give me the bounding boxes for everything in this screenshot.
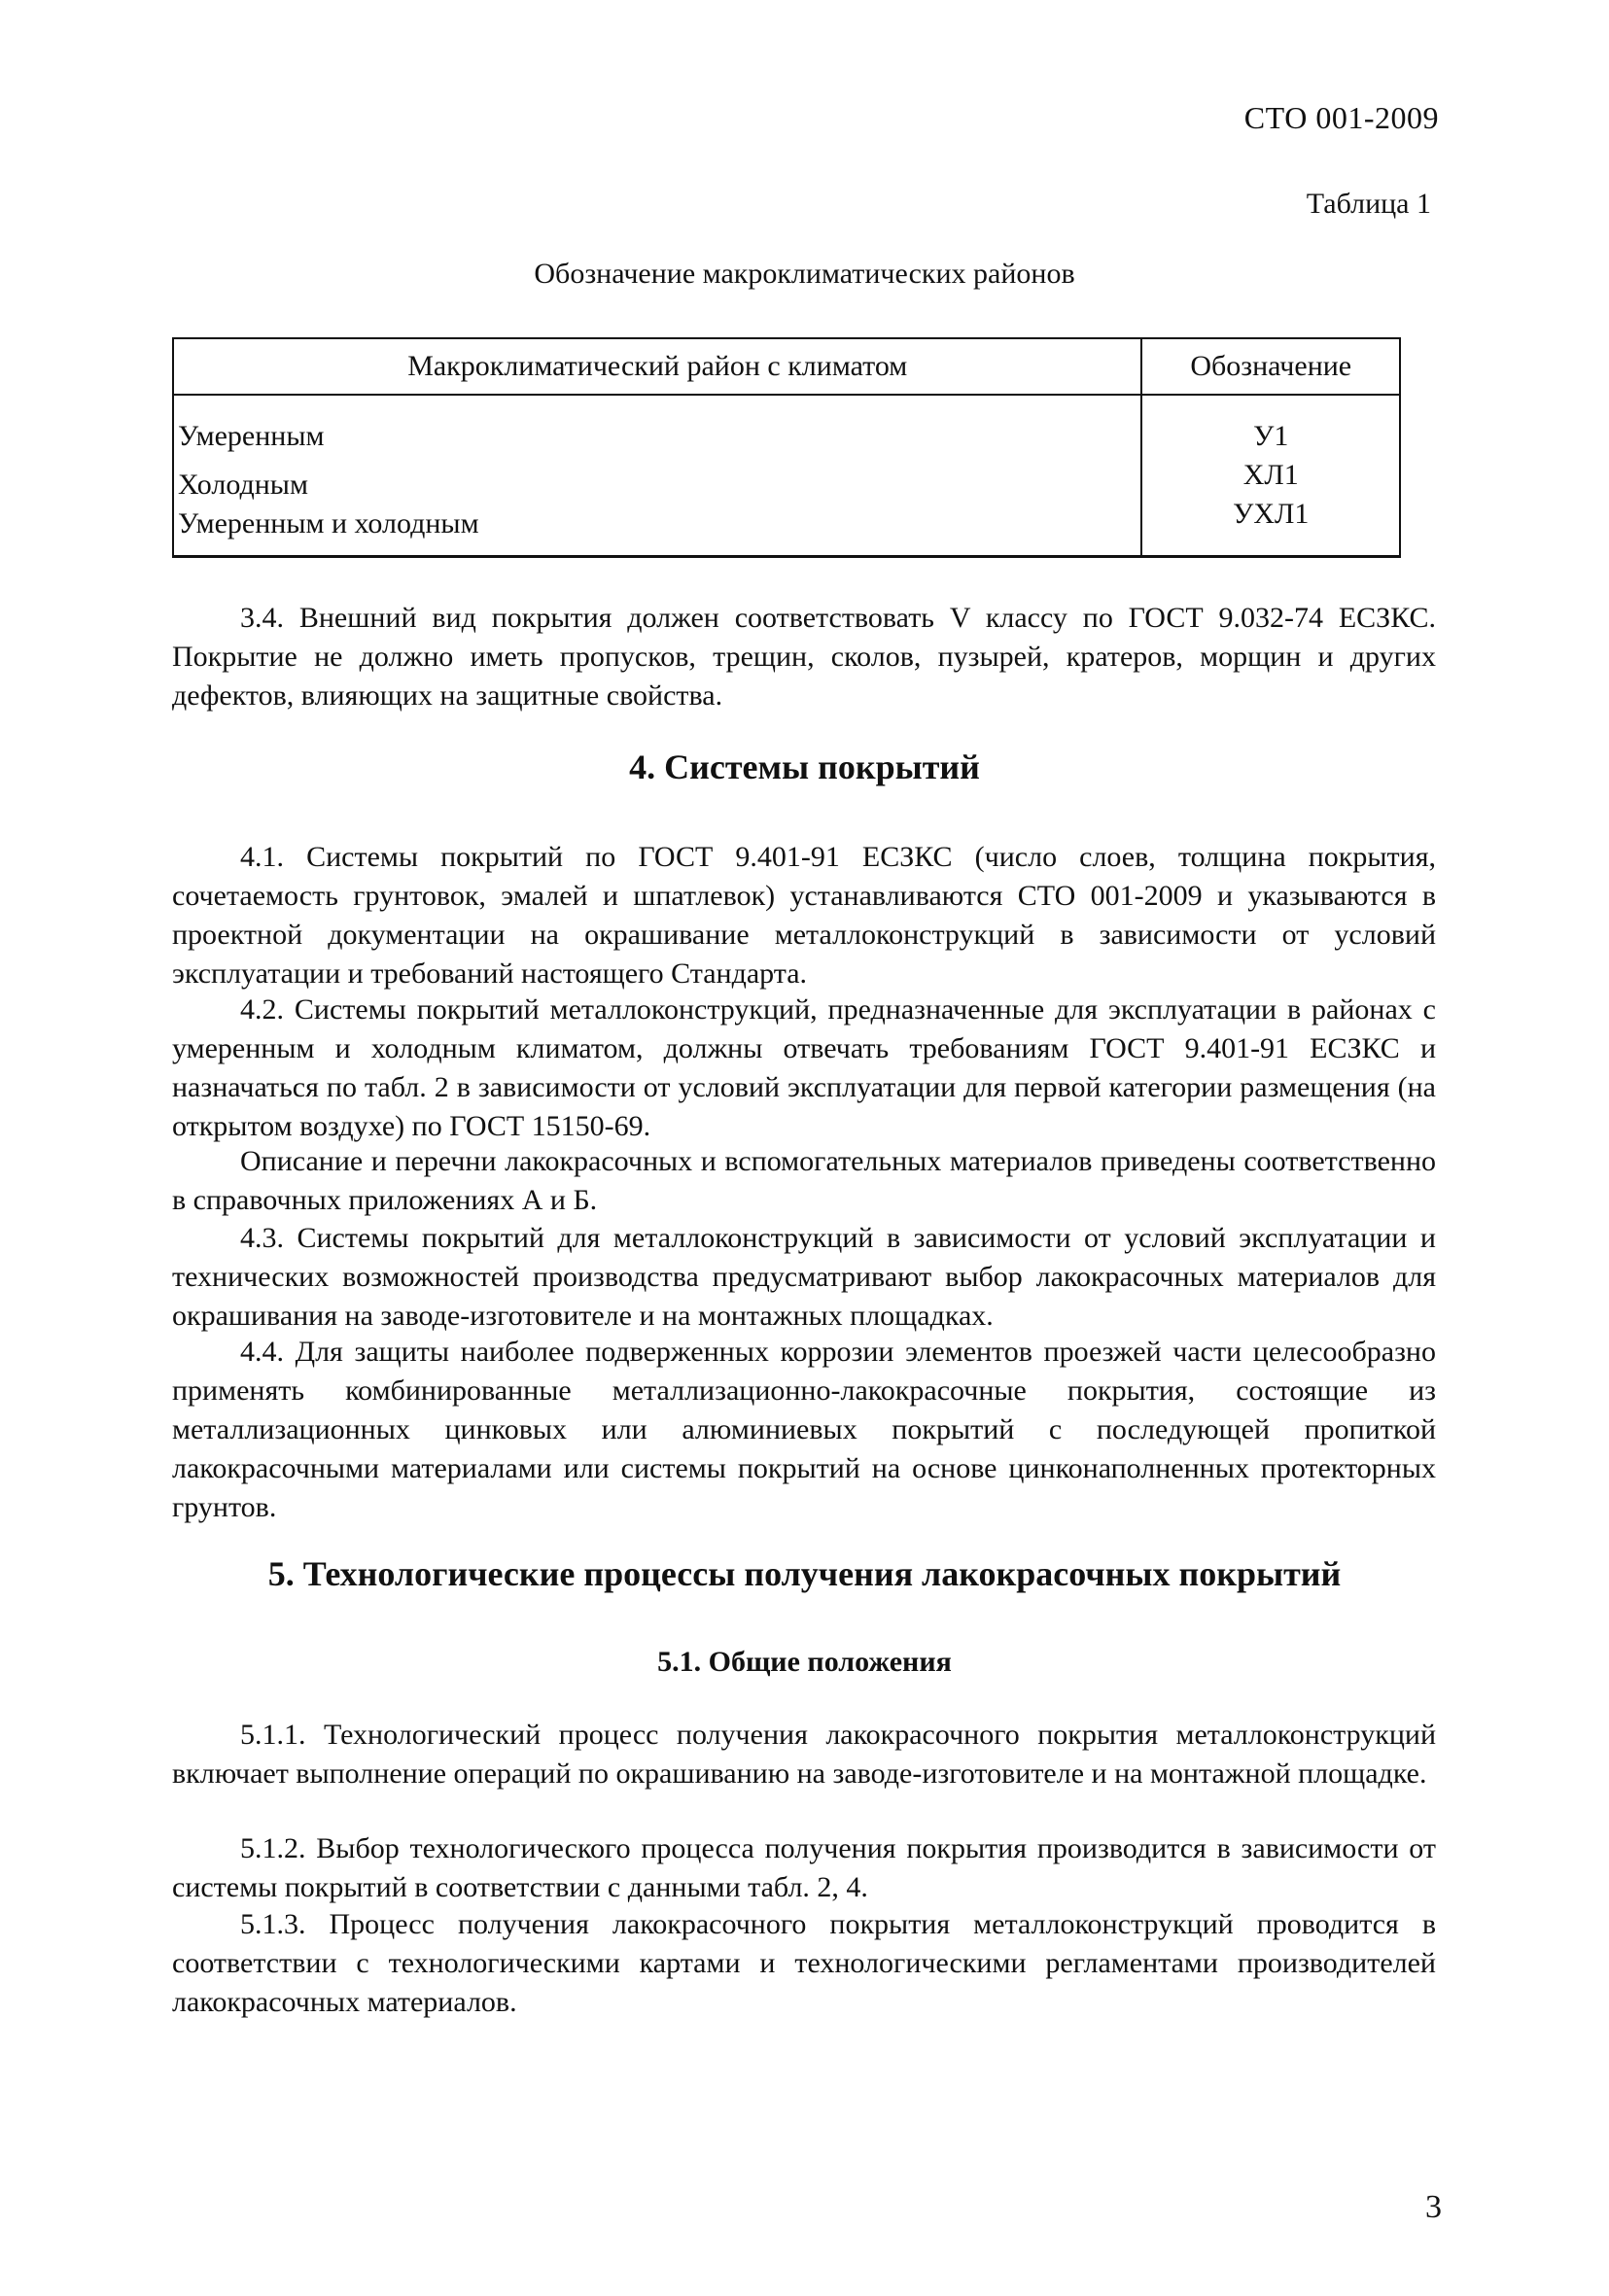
paragraph-4-2-description: Описание и перечни лакокрасочных и вспомогательных материалов приведены соответственно в справочных приложениях А и Б.: [172, 1145, 1436, 1216]
section-5-heading: 5. Технологические процессы получения лакокрасочных покрытий: [267, 1554, 1342, 1593]
paragraph-4-3: 4.3. Системы покрытий для металлоконструкций в зависимости от условий эксплуатации и технических возможностей производства предусматривают выбор лакокрасочных материалов для окрашивания на заводе-изготовителе и на монтажных площадках.: [172, 1222, 1436, 1332]
paragraph-5-1-1: 5.1.1. Технологический процесс получения лакокрасочного покрытия металлоконструкций включает выполнение операций по окрашиванию на заводе-изготовителе и на монтажной площадке.: [172, 1719, 1436, 1790]
paragraph-4-1: 4.1. Системы покрытий по ГОСТ 9.401-91 ЕСЗКС (число слоев, толщина покрытия, сочетаемость грунтовок, эмалей и шпатлевок) устанавливаются СТО 001-2009 и указываются в проектной документации на окрашивание металлоконструкций в зависимости от условий эксплуатации и требований настоящего Стандарта.: [172, 841, 1436, 990]
table-row: [173, 395, 1400, 557]
table-title: Обозначение макроклиматических районов: [534, 258, 1075, 290]
paragraph-5-1-2: 5.1.2. Выбор технологического процесса получения покрытия производится в зависимости от системы покрытий в соответствии с данными табл. 2, 4.: [172, 1832, 1436, 1903]
code-cell: [1141, 395, 1400, 557]
region-cell: [173, 395, 1141, 557]
table-label: Таблица 1: [1306, 188, 1431, 220]
region-code: ХЛ1: [1242, 459, 1299, 491]
region-name: Умеренным: [178, 420, 325, 452]
macroclimate-table: [172, 337, 1401, 558]
paragraph-4-2: 4.2. Системы покрытий металлоконструкций, предназначенные для эксплуатации в районах с умеренным и холодным климатом, должны отвечать требованиям ГОСТ 9.401-91 ЕСЗКС и назначаться по табл. 2 в зависимости от условий эксплуатации для первой категории размещения (на открытом воздухе) по ГОСТ 15150-69.: [172, 993, 1436, 1142]
page-number: 3: [1425, 2189, 1442, 2225]
document-code: СТО 001-2009: [1243, 100, 1439, 135]
paragraph-5-1-3: 5.1.3. Процесс получения лакокрасочного покрытия металлоконструкций проводится в соответствии с технологическими картами и технологическими регламентами производителей лакокрасочных материалов.: [172, 1908, 1436, 2018]
region-name: Умеренным и холодным: [178, 507, 479, 539]
section-5-1-heading: 5.1. Общие положения: [657, 1646, 952, 1678]
paragraph-3-4: 3.4. Внешний вид покрытия должен соответствовать V классу по ГОСТ 9.032-74 ЕСЗКС. Покрытие не должно иметь пропусков, трещин, сколов, пузырей, кратеров, морщин и других дефектов, влияющих на защитные свойства.: [172, 602, 1436, 712]
table-header-row: [173, 338, 1400, 395]
section-4-heading: 4. Системы покрытий: [629, 748, 980, 786]
paragraph-4-4: 4.4. Для защиты наиболее подверженных коррозии элементов проезжей части целесообразно применять комбинированные металлизационно-лакокрасочные покрытия, состоящие из металлизационных цинковых или алюминиевых покрытий с последующей пропиткой лакокрасочными материалами или системы покрытий на основе цинконаполненных протекторных грунтов.: [172, 1336, 1436, 1523]
region-code: У1: [1253, 420, 1289, 452]
region-name: Холодным: [178, 469, 308, 501]
region-code: УХЛ1: [1233, 498, 1310, 530]
column-header-region: Макроклиматический район с климатом: [173, 338, 1141, 395]
column-header-code: Обозначение: [1141, 338, 1400, 395]
